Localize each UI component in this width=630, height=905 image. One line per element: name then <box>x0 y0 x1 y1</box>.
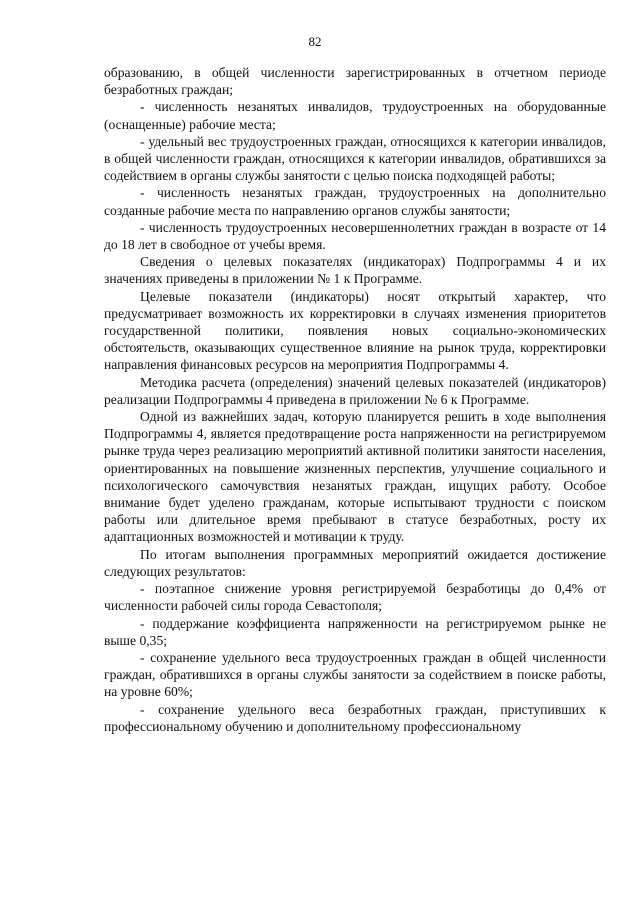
list-item: - поддержание коэффициента напряженности на регистрируемом рынке не выше 0,35; <box>104 615 606 648</box>
list-item: - сохранение удельного веса безработных граждан, приступивших к профессиональному обучению и дополнительному профессиональному <box>104 701 606 734</box>
page-body <box>104 64 606 735</box>
list-item: - численность незанятых граждан, трудоустроенных на дополнительно созданные рабочие места по направлению органов службы занятости; <box>104 185 606 218</box>
page-number: 82 <box>308 34 322 49</box>
paragraph: образованию, в общей численности зарегистрированных в отчетном периоде безработных граждан; <box>104 65 606 98</box>
paragraph: Одной из важнейших задач, которую планируется решить в ходе выполнения Подпрограммы 4, является предотвращение роста напряженности на регистрируемом рынке труда через реализацию мероприятий активной политики занятости населения, ориентированных на повышение жизненных перспектив, улучшение социального и психологического самочувствия незанятых граждан, ищущих работу. Особое внимание будет уделено гражданам, которые испытывают трудности с поиском работы или длительное время пребывают в статусе безработных, росту их адаптационных возможностей и мотивации к труду. <box>104 409 606 545</box>
list-item: - численность трудоустроенных несовершеннолетних граждан в возрасте от 14 до 18 лет в свободное от учебы время. <box>104 219 606 253</box>
paragraph: По итогам выполнения программных мероприятий ожидается достижение следующих результатов: <box>104 546 606 579</box>
list-item: - сохранение удельного веса трудоустроенных граждан в общей численности граждан, обратившихся в органы службы занятости за содействием в поиске работы, на уровне 60%; <box>104 649 606 700</box>
list-item: - численность незанятых инвалидов, трудоустроенных на оборудованные (оснащенные) рабочие места; <box>104 99 606 132</box>
paragraph: Целевые показатели (индикаторы) носят открытый характер, что предусматривает возможность их корректировки в случаях изменения приоритетов государственной политики, появления новых социально-экономических обстоятельств, оказывающих существенное влияние на рынок труда, корректировки направления финансовых ресурсов на мероприятия Подпрограммы 4. <box>104 288 606 373</box>
list-item: - удельный вес трудоустроенных граждан, относящихся к категории инвалидов, в общей численности граждан, относящихся к категории инвалидов, обратившихся за содействием в органы службы занятости с целью поиска подходящей работы; <box>104 133 606 184</box>
paragraph: Методика расчета (определения) значений целевых показателей (индикаторов) реализации Подпрограммы 4 приведена в приложении № 6 к Программе. <box>104 374 606 407</box>
list-item: - поэтапное снижение уровня регистрируемой безработицы до 0,4% от численности рабочей силы города Севастополя; <box>104 581 606 614</box>
paragraph: Сведения о целевых показателях (индикаторах) Подпрограммы 4 и их значениях приведены в приложении № 1 к Программе. <box>104 254 606 287</box>
